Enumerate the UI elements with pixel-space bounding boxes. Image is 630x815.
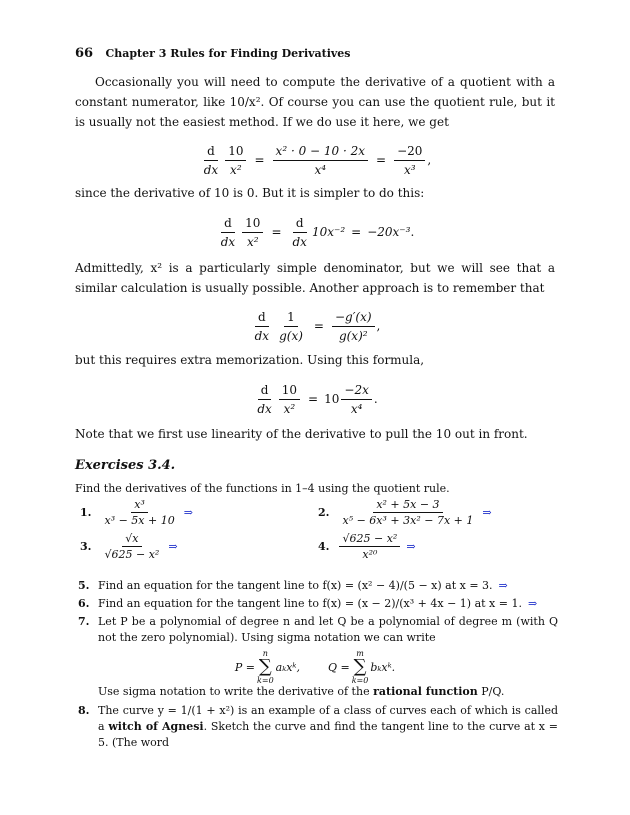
answer-link-arrow[interactable]: ⇒ [527,597,538,610]
eq1-den2: x⁴ [314,162,327,177]
eq2-num1: 10 [242,216,263,233]
paragraph-intro: Occasionally you will need to compute the derivative of a quotient with a constant numerator, like 10/x². Of course you can use the quotient rule, but it is usually not the easiest method. If we do use it here, we get [75,75,555,129]
sigma-top-n: n [262,649,268,658]
page-header [75,45,351,61]
eq2-dx2: dx [292,234,307,249]
equation-sigma: P = n ∑ k=0 aₖxᵏ, Q = m ∑ k=0 bₖxᵏ. [234,649,396,685]
exercise-6 [78,596,558,612]
eq1-num1: 10 [225,144,246,161]
exercise-text: Find an equation for the tangent line to f(x) = (x² − 4)/(5 − x) at x = 3. [98,579,493,592]
eq4-d: d [258,383,272,400]
eq1-d: d [204,144,218,161]
bold-term: witch of Agnesi [108,720,204,733]
equation-quotient-rule: $\frac{d}{dx}$ $\frac{10}{\text{x²}}$ = $\frac{\text{x² · 0 − 10 · 2x}}{\text{x⁴}}$ = $\frac{-20}{\text{x³}}$ , [75,138,555,182]
eq3-num2: −g′(x) [332,310,375,327]
eq3-num1: 1 [284,310,298,327]
sigma-bottom: k=0 [257,676,274,685]
exercise-numerator: √625 − x² [339,532,400,547]
exercise-7 [78,614,558,646]
exercise-denominator: x³ − 5x + 10 [104,514,175,527]
exercise-number: 1. [80,506,92,519]
eq2-rhs: −20x⁻³ [367,225,411,239]
answer-link-arrow[interactable]: ⇒ [482,506,492,519]
equation-using-formula: $\frac{d}{dx}$ $\frac{10}{\text{x²}}$ = 10 $\frac{-2x}{\text{x⁴}}$ . [75,377,555,421]
exercise-numerator: √x [122,532,141,547]
exercise-1 [80,498,193,527]
exercise-number: 3. [80,540,92,553]
exercise-4 [318,532,416,561]
answer-link-arrow[interactable]: ⇒ [183,506,193,519]
exercise-number: 2. [318,506,330,519]
answer-link-arrow[interactable]: ⇒ [498,579,508,592]
answer-link-arrow[interactable]: ⇒ [406,540,416,553]
exercise-5 [78,578,558,594]
eq4-coef: 10 [324,392,340,406]
exercise-number: 6. [78,597,90,610]
exercise-text: Use sigma notation to write the derivative of the [98,685,374,698]
equation-power-rule: $\frac{d}{dx}$ $\frac{10}{\text{x²}}$ = $\frac{d}{dx}$ 10x⁻² = −20x⁻³ . [75,210,555,254]
exercise-denominator: x⁵ − 6x³ + 3x² − 7x + 1 [342,514,474,527]
sigma-bottom: k=0 [351,676,369,685]
exercise-numerator: x³ [131,498,148,513]
exercises-heading: Exercises 3.4. [75,458,176,473]
exercise-number: 5. [78,579,90,592]
paragraph-admittedly: Admittedly, x² is a particularly simple denominator, but we will see that a similar calculation is usually possible. Another approach is to remember that [75,261,555,295]
exercise-text: The curve y = 1/(1 + x²) is an example of a class of curves each of which is called a [98,704,558,733]
paragraph-linearity: Note that we first use linearity of the derivative to pull the 10 out in front. [75,427,528,441]
eq4-dx: dx [257,401,272,416]
eq1-tail: , [427,153,432,167]
equation-reciprocal-rule: $\frac{d}{dx}$ $\frac{1}{g(x)}$ = $\frac{-g'(x)}{\text{g(x)²}}$ , [75,304,555,348]
eq3-den2: g(x)² [338,328,368,343]
eq1-dx: dx [203,162,219,177]
eq2-dx: dx [220,234,236,249]
eq3-d: d [255,310,269,327]
eq3-den1: g(x) [279,328,303,343]
exercise-number: 4. [318,540,330,553]
exercise-denominator: x²⁰ [362,548,378,561]
exercise-8 [78,703,558,751]
paragraph-simpler: since the derivative of 10 is 0. But it is simpler to do this: [75,186,425,200]
exercises-intro: Find the derivatives of the functions in 1–4 using the quotient rule. [75,482,450,495]
sigma-term-a: aₖxᵏ, [275,660,300,674]
exercise-denominator: √625 − x² [104,548,160,561]
exercise-text: Let P be a polynomial of degree n and let Q be a polynomial of degree m (with Q not the zero polynomial). Using sigma notation we can write [98,615,558,644]
bold-term: rational function [373,685,478,698]
sigma-q-label: Q = [327,660,350,674]
page-number: 66 [75,46,94,61]
eq1-den3: x³ [403,162,416,177]
eq2-d: d [221,216,235,233]
eq2-den1: x² [247,234,259,249]
exercise-number: 8. [78,704,90,717]
eq1-num3: −20 [394,144,425,161]
exercise-numerator: x² + 5x − 3 [373,498,442,513]
eq3-dx: dx [254,328,270,343]
eq4-num1: 10 [279,383,300,400]
sigma-top-m: m [356,649,364,658]
eq4-num2: −2x [341,383,371,400]
exercise-3 [80,532,178,561]
eq2-tail: . [410,225,415,239]
eq2-mid: 10x⁻² [311,225,346,239]
paragraph-memorization: but this requires extra memorization. Using this formula, [75,353,425,367]
exercise-text: . Sketch the curve and find the tangent line to the curve at x = 5. (The word [98,720,558,749]
exercise-text: Find an equation for the tangent line to f(x) = (x − 2)/(x³ + 4x − 1) at x = 1. [98,597,522,610]
eq4-den1: x² [283,401,296,416]
eq1-num2: x² · 0 − 10 · 2x [273,144,368,161]
answer-link-arrow[interactable]: ⇒ [168,540,178,553]
exercise-text: P/Q. [477,685,505,698]
sigma-p-label: P = [234,660,256,674]
eq2-d2: d [293,216,307,233]
eq4-den2: x⁴ [350,401,363,416]
eq4-tail: . [373,392,378,406]
chapter-title: Chapter 3 Rules for Finding Derivatives [105,47,351,60]
exercise-7-continued [78,684,558,700]
exercise-number: 7. [78,615,90,628]
sigma-term-b: bₖxᵏ. [370,660,396,674]
eq3-tail: , [376,319,381,333]
eq1-den1: x² [230,162,242,177]
exercise-2 [318,498,492,527]
